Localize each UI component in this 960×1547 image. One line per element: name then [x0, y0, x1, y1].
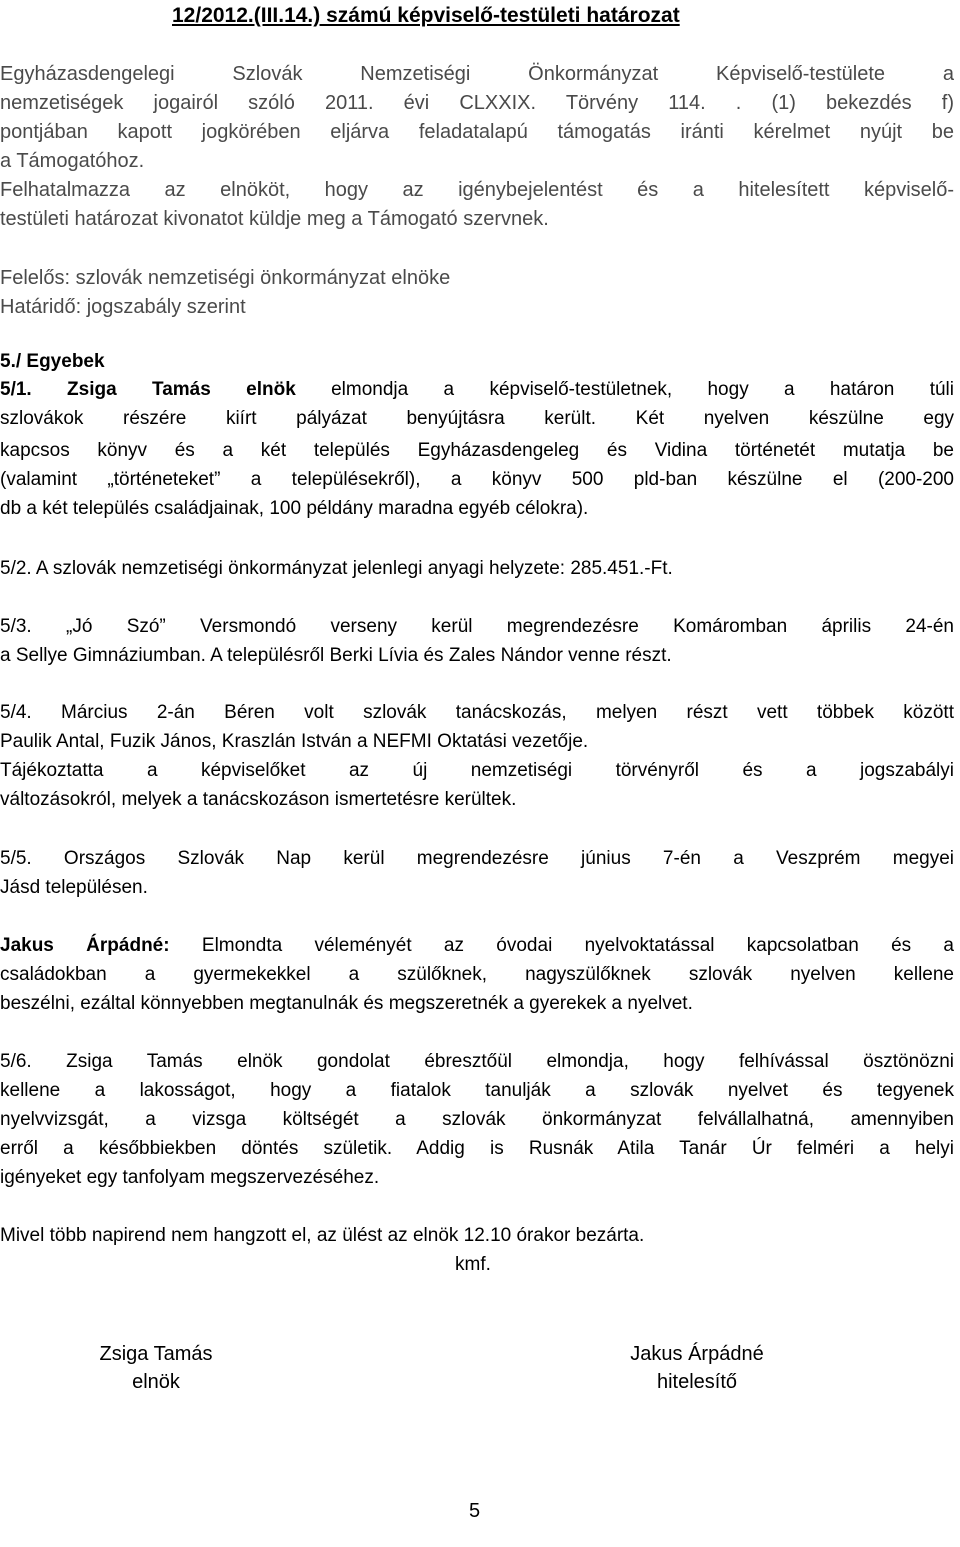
item-5-1-line-3: kapcsos könyv és a két település Egyházasdengeleg és Vidina történetét mutatja be: [0, 440, 954, 461]
signature-role: elnök: [132, 1371, 180, 1393]
item-5-1-text-c: Két nyelven készülne egy: [635, 408, 955, 429]
resolution-line-3: pontjában kapott jogkörében eljárva feladatalapú támogatás iránti kérelmet nyújt be: [0, 121, 954, 143]
jakus-line-3: beszélni, ezáltal könnyebben megtanulnák és megszeretnék a gyerekek a nyelvet.: [0, 993, 693, 1014]
item-5-4-line-4: változásokról, melyek a tanácskozáson ismertetésre kerültek.: [0, 789, 517, 810]
resolution-line-2: nemzetiségek jogairól szóló 2011. évi CLXXIX. Törvény 114. . (1) bekezdés f): [0, 92, 954, 114]
item-5-4-line-1: 5/4. Március 2-án Béren volt szlovák tanácskozás, melyen részt vett többek között: [0, 702, 954, 723]
jakus-line-2: családokban a gyermekekkel a szülőknek, nagyszülőknek szlovák nyelven kellene: [0, 964, 954, 985]
signature-role: hitelesítő: [656, 1371, 738, 1393]
signature-name: Jakus Árpádné: [630, 1343, 764, 1365]
resolution-line-1: Egyházasdengelegi Szlovák Nemzetiségi Önkormányzat Képviselő-testülete a: [0, 63, 954, 85]
item-5-1-line-1: [0, 376, 954, 404]
signature-block-right: [592, 1340, 802, 1396]
resolution-line-5: Felhatalmazza az elnököt, hogy az igénybejelentést és a hitelesített képviselő-: [0, 179, 954, 201]
item-5-1-line-5: db a két település családjainak, 100 példány maradna egyéb célokra).: [0, 498, 589, 519]
item-5-5-line-1: 5/5. Országos Szlovák Nap kerül megrendezésre június 7-én a Veszprém megyei: [0, 848, 954, 869]
jakus-text-a: Elmondta véleményét az óvodai nyelvoktatással kapcsolatban és a: [201, 935, 955, 956]
deadline-line: Határidő: jogszabály szerint: [0, 296, 246, 318]
item-5-3-line-1: 5/3. „Jó Szó” Versmondó verseny kerül megrendezésre Komáromban április 24-én: [0, 616, 954, 637]
item-5-4-line-2: Paulik Antal, Fuzik János, Kraszlán István a NEFMI Oktatási vezetője.: [0, 731, 589, 752]
item-5-6-line-2: kellene a lakosságot, hogy a fiatalok tanulják a szlovák nyelvet és tegyenek: [0, 1080, 954, 1101]
resolution-line-4: a Támogatóhoz.: [0, 150, 145, 172]
section-heading: 5./ Egyebek: [0, 351, 105, 372]
item-5-2: 5/2. A szlovák nemzetiségi önkormányzat jelenlegi anyagi helyzete: 285.451.-Ft.: [0, 558, 673, 579]
item-5-6-line-1: 5/6. Zsiga Tamás elnök gondolat ébresztőül elmondja, hogy felhívással ösztönözni: [0, 1051, 954, 1072]
item-5-3-line-2: a Sellye Gimnáziumban. A településről Berki Lívia és Zales Nándor venne részt.: [0, 645, 672, 666]
closing-line: Mivel több napirend nem hangzott el, az ülést az elnök 12.10 órakor bezárta.: [0, 1225, 645, 1246]
signature-name: Zsiga Tamás: [99, 1343, 213, 1365]
page-number: 5: [469, 1500, 481, 1522]
signature-block-left: [66, 1340, 246, 1396]
item-5-1-label: 5/1.: [0, 379, 32, 400]
item-5-1-text-b: szlovákok részére kiírt pályázat benyújtásra került.: [0, 408, 597, 429]
resolution-line-6: testületi határozat kivonatot küldje meg a Támogató szervnek.: [0, 208, 549, 230]
item-5-1-line-4: (valamint „történeteket” a településekről), a könyv 500 pld-ban készülne el (200-200: [0, 469, 954, 490]
item-5-1-line-2: [0, 405, 954, 433]
responsible-line: Felelős: szlovák nemzetiségi önkormányzat elnöke: [0, 267, 451, 289]
item-5-5-line-2: Jásd településen.: [0, 877, 148, 898]
jakus-speaker: Jakus Árpádné:: [0, 935, 170, 956]
item-5-6-line-4: erről a későbbiekben döntés születik. Addig is Rusnák Atila Tanár Úr felméri a helyi: [0, 1138, 954, 1159]
item-5-6-line-5: igényeket egy tanfolyam megszervezéséhez.: [0, 1167, 380, 1188]
item-5-6-line-3: nyelvvizsgát, a vizsga költségét a szlovák önkormányzat felvállalhatná, amennyiben: [0, 1109, 954, 1130]
item-5-1-text-a: elmondja a képviselő-testületnek, hogy a határon túli: [331, 379, 954, 400]
resolution-title: 12/2012.(III.14.) számú képviselő-testületi határozat: [172, 4, 680, 27]
kmf-line: kmf.: [455, 1254, 491, 1275]
jakus-line-1: [0, 932, 954, 960]
item-5-1-speaker: Zsiga Tamás elnök: [67, 379, 296, 400]
item-5-4-line-3: Tájékoztatta a képviselőket az új nemzetiségi törvényről és a jogszabályi: [0, 760, 954, 781]
